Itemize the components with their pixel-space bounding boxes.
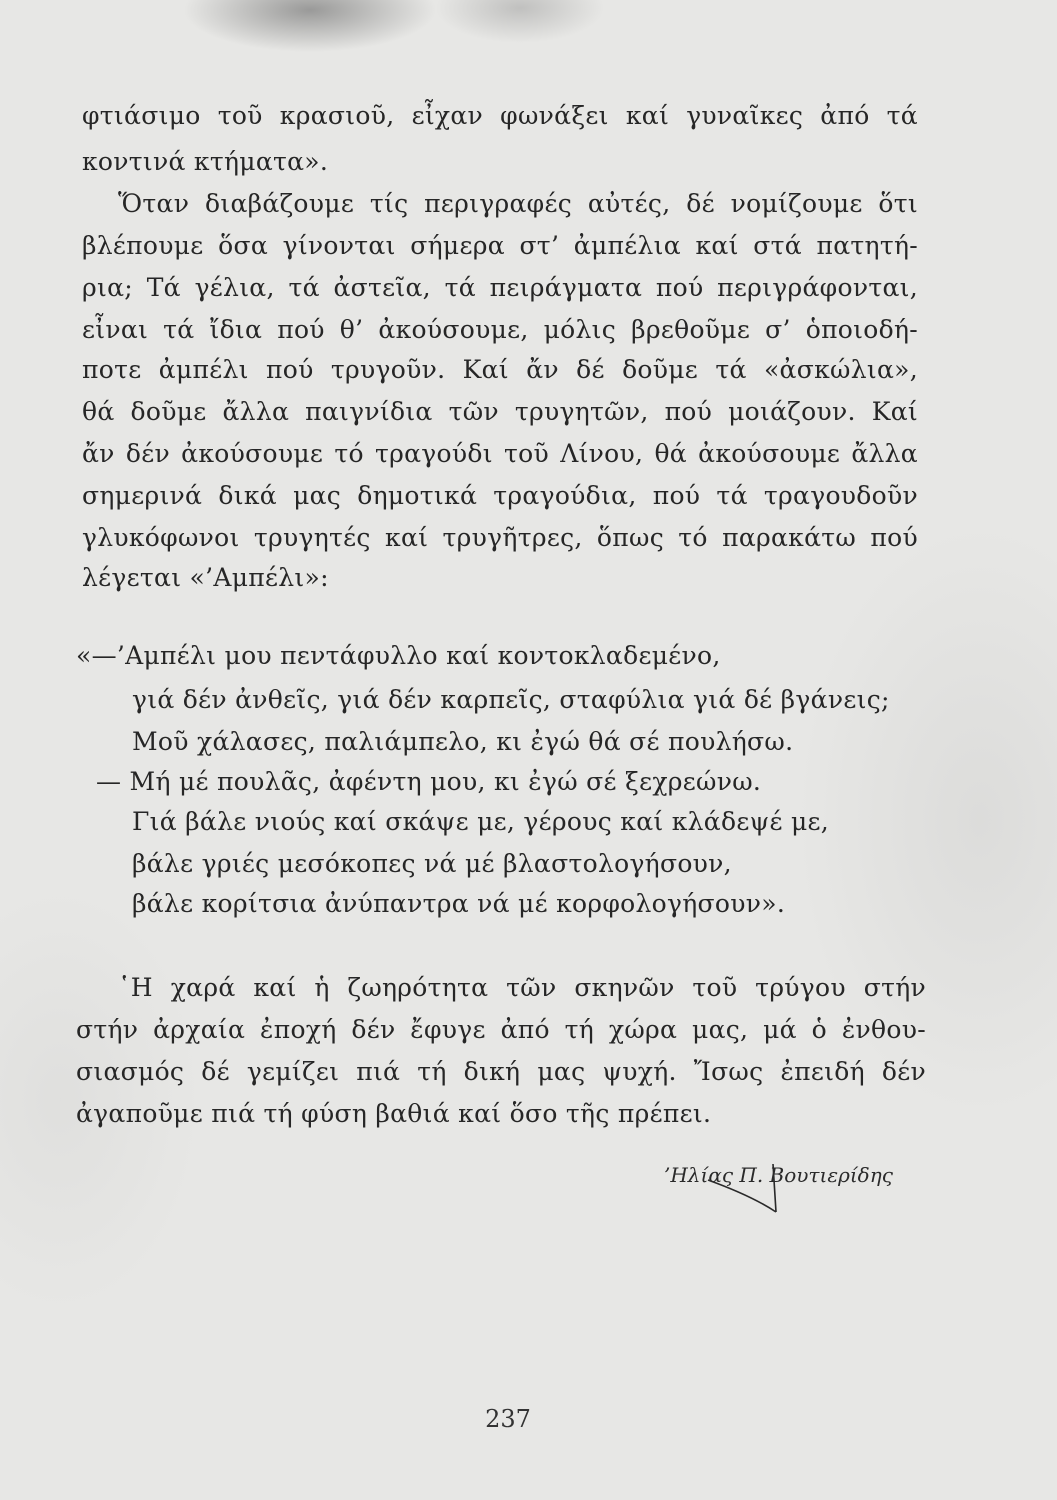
paragraph-line: θά δοῦμε ἄλλα παιγνίδια τῶν τρυγητῶν, πού μοιάζουν. Καί bbox=[82, 397, 918, 426]
poem-line: βάλε γριές μεσόκοπες νά μέ βλαστολογήσουν, bbox=[132, 849, 732, 878]
paragraph-line: ἄν δέν ἀκούσουμε τό τραγούδι τοῦ Λίνου, θά ἀκούσουμε ἄλλα bbox=[82, 439, 918, 468]
closing-line: σιασμός δέ γεμίζει πιά τή δική μας ψυχή. Ἴσως ἐπειδή δέν bbox=[76, 1057, 926, 1086]
paragraph-line: φτιάσιμο τοῦ κρασιοῦ, εἶχαν φωνάξει καί γυναῖκες ἀπό τά bbox=[82, 101, 918, 130]
paragraph-line: βλέπουμε ὅσα γίνονται σήμερα στ’ ἀμπέλια καί στά πατητή- bbox=[82, 231, 918, 260]
paragraph-line: εἶναι τά ἴδια πού θ’ ἀκούσουμε, μόλις βρεθοῦμε σ’ ὁποιοδή- bbox=[82, 315, 918, 344]
paragraph-line: ποτε ἀμπέλι πού τρυγοῦν. Καί ἄν δέ δοῦμε τά «ἀσκώλια», bbox=[82, 355, 918, 384]
closing-line: ἀγαποῦμε πιά τή φύση βαθιά καί ὅσο τῆς πρέπει. bbox=[76, 1099, 712, 1128]
author-signature: ’Ηλίας Π. Βουτιερίδης bbox=[664, 1163, 893, 1187]
poem-line: βάλε κορίτσια ἀνύπαντρα νά μέ κορφολογήσουν». bbox=[132, 889, 786, 918]
poem-line: — Μή μέ πουλᾶς, ἀφέντη μου, κι ἐγώ σέ ξεχρεώνω. bbox=[96, 767, 762, 796]
paragraph-line: ρια; Τά γέλια, τά ἀστεῖα, τά πειράγματα πού περιγράφονται, bbox=[82, 273, 918, 302]
paragraph-line: λέγεται «’Αμπέλι»: bbox=[82, 563, 329, 592]
paragraph-line: γλυκόφωνοι τρυγητές καί τρυγῆτρες, ὅπως τό παρακάτω πού bbox=[82, 523, 918, 552]
paragraph-line: Ὅταν διαβάζουμε τίς περιγραφές αὐτές, δέ νομίζουμε ὅτι bbox=[118, 189, 918, 218]
paragraph-line: κοντινά κτήματα». bbox=[82, 147, 329, 176]
closing-line: ῾Η χαρά καί ἡ ζωηρότητα τῶν σκηνῶν τοῦ τρύγου στήν bbox=[118, 973, 926, 1002]
poem-line: Γιά βάλε νιούς καί σκάψε με, γέρους καί κλάδεψέ με, bbox=[132, 807, 830, 836]
poem-line: «—’Αμπέλι μου πεντάφυλλο καί κοντοκλαδεμένο, bbox=[76, 641, 721, 670]
poem-line: γιά δέν ἀνθεῖς, γιά δέν καρπεῖς, σταφύλια γιά δέ βγάνεις; bbox=[132, 685, 890, 714]
closing-line: στήν ἀρχαία ἐποχή δέν ἔφυγε ἀπό τή χώρα μας, μά ὁ ἐνθου- bbox=[76, 1015, 926, 1044]
paragraph-line: σημερινά δικά μας δημοτικά τραγούδια, πού τά τραγουδοῦν bbox=[82, 481, 918, 510]
poem-line: Μοῦ χάλασες, παλιάμπελο, κι ἐγώ θά σέ πουλήσω. bbox=[132, 727, 794, 756]
page-number: 237 bbox=[485, 1405, 531, 1433]
